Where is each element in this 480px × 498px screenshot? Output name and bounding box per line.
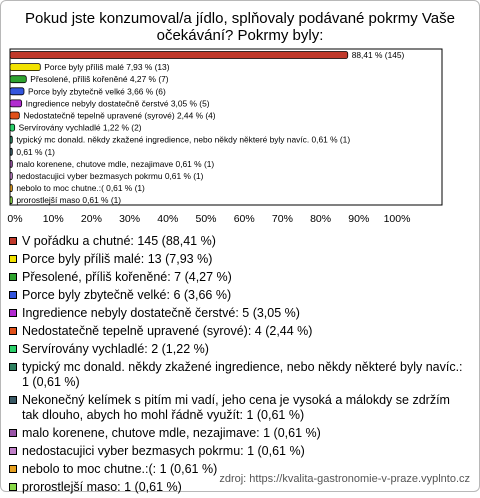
bar — [10, 185, 12, 192]
legend-swatch — [9, 273, 17, 281]
source-note: zdroj: https://kvalita-gastronomie-v-praze.vyplnto.cz — [219, 473, 470, 485]
chart-title-line-2: očekávání? Pokrmy byly: — [156, 27, 324, 44]
legend-item — [8, 270, 470, 285]
bar — [10, 52, 348, 59]
legend-label: V pořádku a chutné: 145 (88,41 %) — [22, 234, 216, 248]
legend-label: prorostlejší maso: 1 (0,61 %) — [22, 480, 182, 494]
chart-legend — [8, 234, 470, 498]
legend-label: typický mc donald. někdy zkažené ingredience, nebo někdy některé byly navíc.: 1 (0,61 %) — [22, 360, 463, 389]
legend-label: Přesolené, příliš kořeněné: 7 (4,27 %) — [22, 270, 232, 284]
x-tick-label: 0% — [7, 213, 23, 225]
legend-swatch — [9, 396, 17, 404]
bar-label: prorostlejší maso 0,61 % (1) — [16, 195, 122, 206]
legend-item — [8, 393, 470, 423]
x-tick-label: 80% — [310, 213, 332, 225]
x-tick-label: 30% — [119, 213, 141, 225]
x-tick-label: 40% — [157, 213, 179, 225]
legend-swatch — [9, 483, 17, 491]
bar-chart — [0, 0, 480, 232]
x-tick-label: 10% — [42, 213, 64, 225]
legend-swatch — [9, 345, 17, 353]
legend-item — [8, 306, 470, 321]
bar-label: 0,61 % (1) — [16, 146, 55, 157]
legend-label: nebolo to moc chutne.:(: 1 (0,61 %) — [22, 462, 218, 476]
bar-label: Přesolené, příliš kořeněné 4,27 % (7) — [30, 74, 169, 85]
bar-label: Servírovány vychladlé 1,22 % (2) — [18, 122, 142, 133]
bar — [10, 124, 15, 131]
chart-title-line-1: Pokud jste konzumoval/a jídlo, splňovaly podávané pokrmy Vaše — [25, 10, 455, 27]
legend-swatch — [9, 465, 17, 473]
x-tick-label: 20% — [80, 213, 102, 225]
legend-swatch — [9, 291, 17, 299]
legend-swatch — [9, 327, 17, 335]
legend-item — [8, 426, 470, 441]
bar-label: typický mc donald. někdy zkažené ingredience, nebo někdy některé byly navíc. 0,61 % (1) — [16, 134, 351, 145]
x-tick-label: 70% — [271, 213, 293, 225]
x-tick-label: 50% — [195, 213, 217, 225]
legend-label: Porce byly zbytečně velké: 6 (3,66 %) — [22, 288, 232, 302]
x-tick-label: 60% — [233, 213, 255, 225]
legend-label: Servírovány vychladlé: 2 (1,22 %) — [22, 342, 209, 356]
bar — [10, 100, 22, 107]
bar-label: Porce byly zbytečně velké 3,66 % (6) — [27, 86, 166, 97]
bar-label: nebolo to moc chutne.:( 0,61 % (1) — [16, 183, 145, 194]
legend-label: Nedostatečně tepelně upravené (syrové): 4 (2,44 %) — [22, 324, 313, 338]
legend-label: Porce byly příliš malé: 13 (7,93 %) — [22, 252, 213, 266]
legend-label: malo korenene, chutove mdle, nezajimave: 1 (0,61 %) — [22, 426, 321, 440]
bar — [10, 112, 19, 119]
legend-item — [8, 360, 470, 390]
legend-item — [8, 324, 470, 339]
bar — [10, 88, 24, 95]
bar — [10, 148, 12, 155]
bar — [10, 136, 12, 143]
legend-item — [8, 252, 470, 267]
legend-label: Ingredience nebyly dostatečně čerstvé: 5 (3,05 %) — [22, 306, 300, 320]
legend-item — [8, 342, 470, 357]
legend-label: Nekonečný kelímek s pitím mi vadí, jeho cena je vysoká a málokdy se zdržím tak dlouho, abych ho mohl řádně využít: 1 (0,61 %) — [22, 393, 450, 422]
bar-label: malo korenene, chutove mdle, nezajimave 0,61 % (1) — [16, 158, 215, 169]
bar-label: Nedostatečně tepelně upravené (syrové) 2,44 % (4) — [23, 110, 216, 121]
bar — [10, 173, 12, 180]
legend-item — [8, 234, 470, 249]
bar — [10, 197, 12, 204]
bar-label: Porce byly příliš malé 7,93 % (13) — [44, 62, 170, 73]
legend-swatch — [9, 363, 17, 371]
bar — [10, 64, 40, 71]
bar — [10, 160, 12, 167]
legend-item — [8, 444, 470, 459]
bar-label: Ingredience nebyly dostatečně čerstvé 3,05 % (5) — [25, 98, 210, 109]
legend-swatch — [9, 429, 17, 437]
bar — [10, 76, 26, 83]
legend-label: nedostacujici vyber bezmasych pokrmu: 1 (0,61 %) — [22, 444, 305, 458]
bar-label: 88,41 % (145) — [351, 50, 405, 60]
legend-swatch — [9, 447, 17, 455]
x-tick-label: 100% — [383, 213, 411, 225]
legend-swatch — [9, 237, 17, 245]
legend-item — [8, 288, 470, 303]
x-tick-label: 90% — [348, 213, 370, 225]
legend-swatch — [9, 255, 17, 263]
bar-label: nedostacujici vyber bezmasych pokrmu 0,61 % (1) — [16, 171, 204, 181]
legend-swatch — [9, 309, 17, 317]
